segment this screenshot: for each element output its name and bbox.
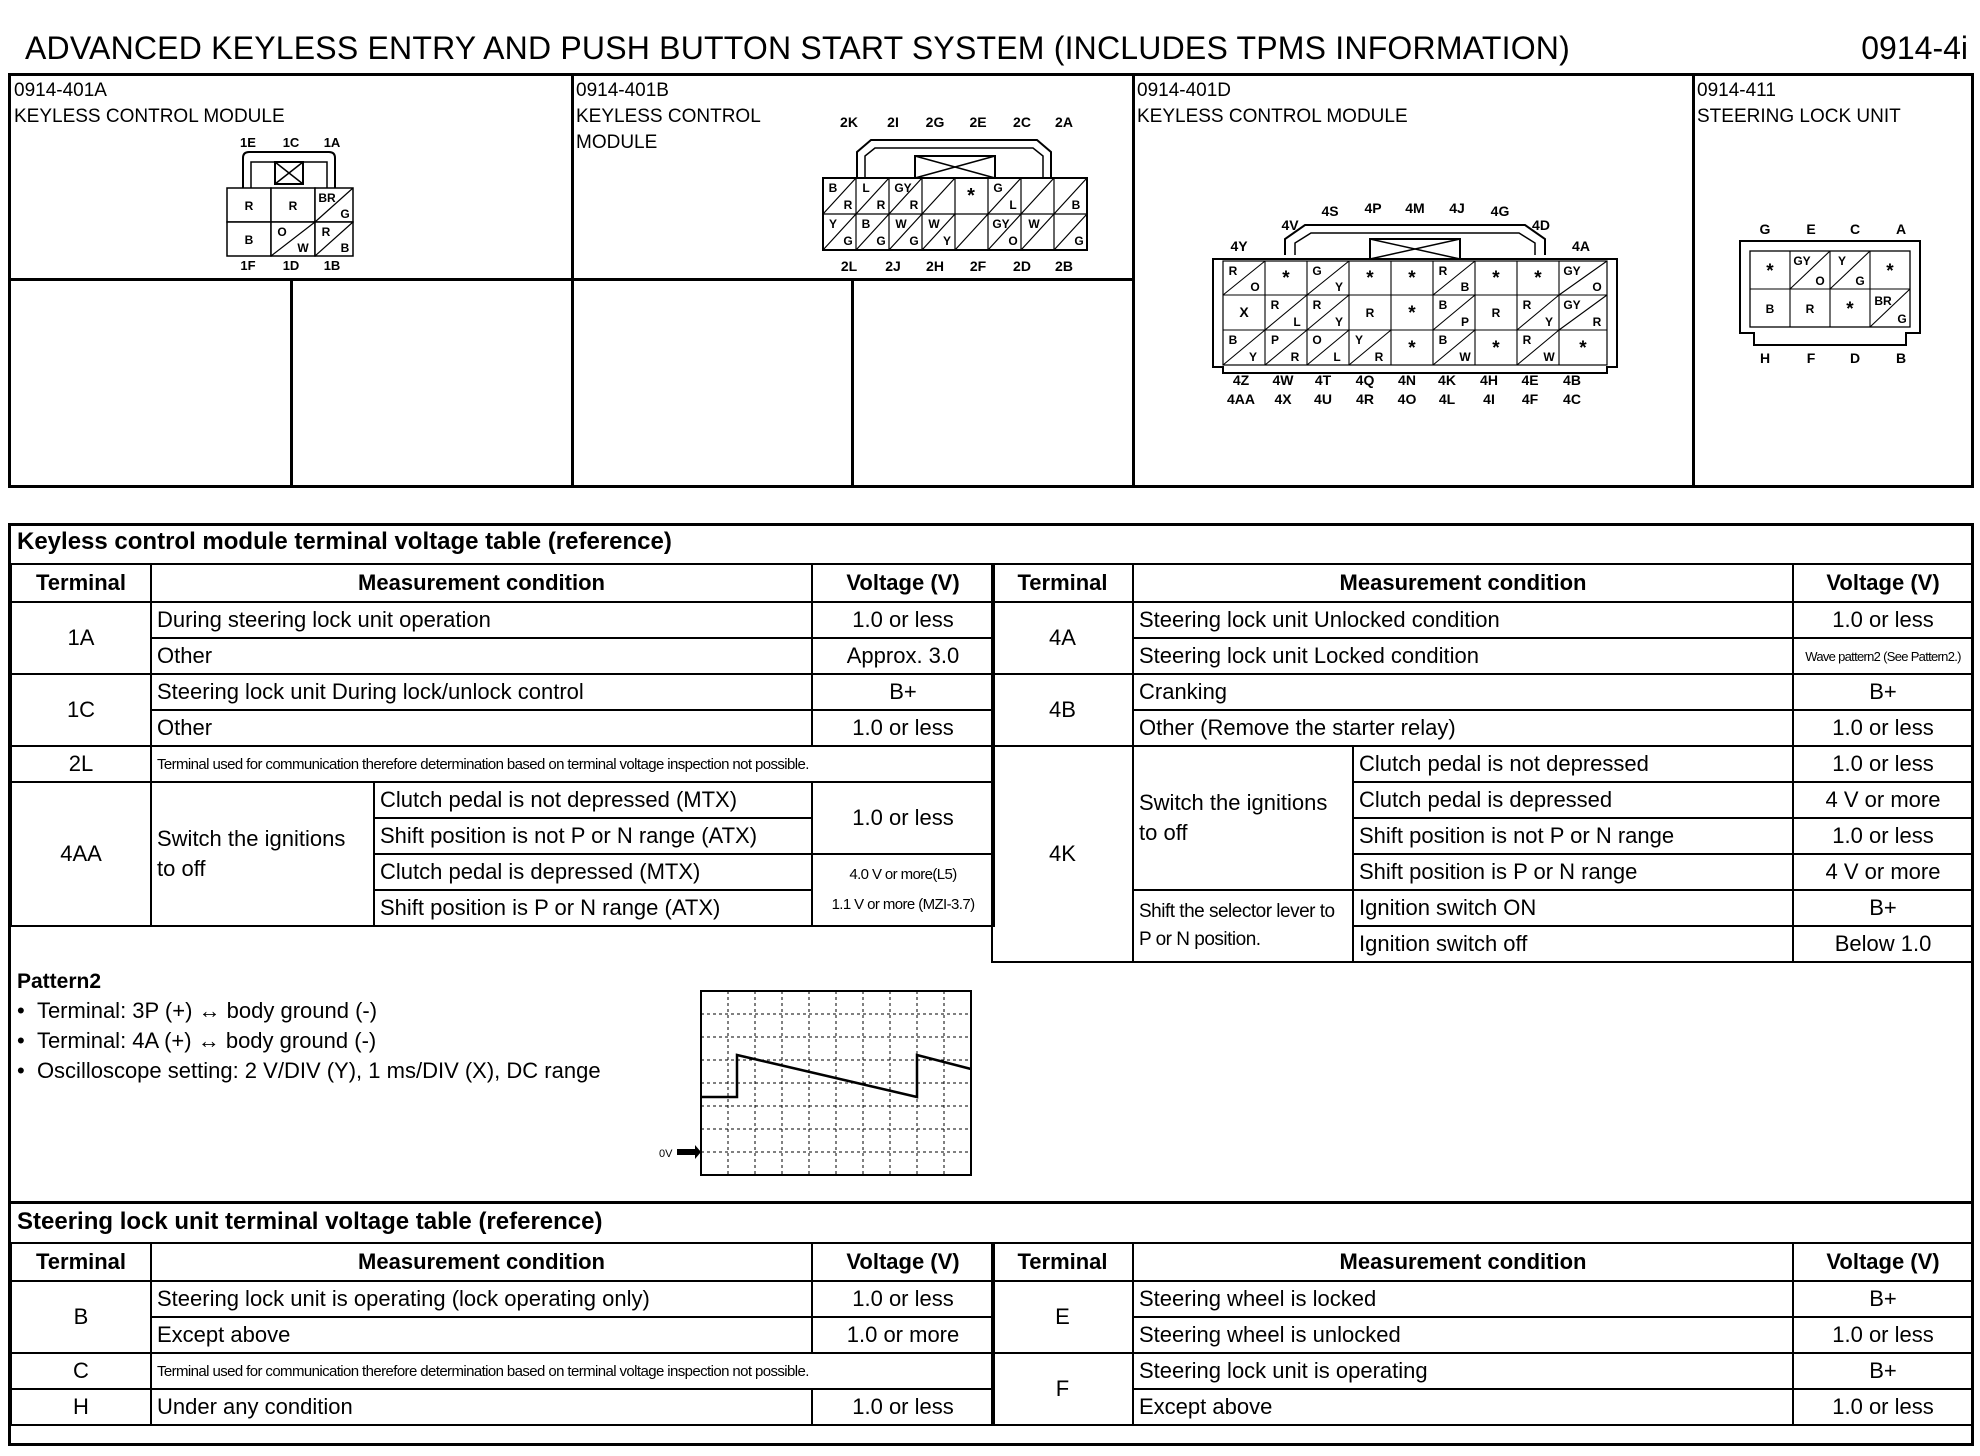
wire-color: G xyxy=(1897,312,1907,326)
condition-cell: Clutch pedal is not depressed xyxy=(1353,746,1793,782)
wire-color: L xyxy=(1333,350,1341,364)
wire-color: Y xyxy=(1334,315,1344,329)
condition-cell: Other (Remove the starter relay) xyxy=(1133,710,1793,746)
steering-table-title: Steering lock unit terminal voltage table (reference) xyxy=(17,1208,603,1235)
terminal-cell: 1C xyxy=(11,674,151,746)
table-row xyxy=(992,746,1973,782)
condition-cell: Except above xyxy=(1133,1389,1793,1425)
pin-label: 4Y xyxy=(1230,238,1248,254)
pin-label: 1A xyxy=(323,135,341,150)
wire-color: G xyxy=(876,234,886,248)
voltage-cell: 1.0 or less xyxy=(812,782,994,854)
pin-label: 4X xyxy=(1274,391,1292,407)
wire-color: W xyxy=(1028,217,1040,231)
pin-label: 4V xyxy=(1281,217,1299,233)
condition-cell: Steering lock unit Unlocked condition xyxy=(1133,602,1793,638)
wire-color: B xyxy=(1765,302,1775,316)
wire-color: GY xyxy=(1563,264,1581,278)
wire-color: * xyxy=(1766,261,1774,282)
pin-label: 4M xyxy=(1405,200,1425,216)
condition-cell: Shift position is P or N range (ATX) xyxy=(374,890,812,926)
condition-cell: Steering lock unit is operating xyxy=(1133,1353,1793,1389)
arrow-right-icon xyxy=(677,1145,701,1159)
wire-color: R xyxy=(288,199,298,213)
table-row xyxy=(11,1389,994,1425)
col-header: Voltage (V) xyxy=(812,564,994,602)
wire-color: R xyxy=(876,198,886,212)
terminal-cell: C xyxy=(11,1353,151,1389)
wire-color: * xyxy=(1886,261,1894,282)
pin-label: 1C xyxy=(282,135,300,150)
table-row xyxy=(992,1281,1973,1317)
terminal-cell: E xyxy=(992,1281,1133,1353)
connector-d-label: 0914-401D KEYLESS CONTROL MODULE xyxy=(1137,80,1408,127)
table-row xyxy=(992,890,1973,926)
pin-label: 4A xyxy=(1572,238,1590,254)
pin-label: B xyxy=(1895,350,1907,366)
pin-label: H xyxy=(1759,350,1771,366)
bullet-item: • Terminal: 3P (+) ↔ body ground (-) xyxy=(17,998,378,1023)
voltage-cell: 1.0 or less xyxy=(1793,1317,1973,1353)
pin-label: 4I xyxy=(1483,391,1495,407)
pin-label: 4K xyxy=(1438,372,1456,388)
pin-label: 2D xyxy=(1013,258,1031,274)
terminal-cell: 1A xyxy=(11,602,151,674)
pin-label: 4J xyxy=(1449,200,1465,216)
pin-label: 4O xyxy=(1397,391,1417,407)
wire-color: * xyxy=(1579,338,1587,359)
pin-label: A xyxy=(1895,221,1907,237)
table-row xyxy=(992,1317,1973,1353)
condition-cell: Steering wheel is unlocked xyxy=(1133,1317,1793,1353)
wire-color: G xyxy=(1312,264,1322,278)
col-header: Voltage (V) xyxy=(812,1243,994,1281)
wire-color: O xyxy=(1250,280,1260,294)
wire-color: B xyxy=(1228,333,1238,347)
wire-color: GY xyxy=(894,181,912,195)
pattern-title: Pattern2 xyxy=(17,970,102,993)
voltage-cell: 1.0 or less xyxy=(1793,602,1973,638)
wire-color: L xyxy=(862,181,870,195)
wire-color: * xyxy=(1366,268,1374,289)
wire-color: G xyxy=(1074,234,1084,248)
wire-color: R xyxy=(1805,302,1815,316)
zero-volt-label: 0V xyxy=(659,1148,673,1160)
wire-color: R xyxy=(1522,333,1532,347)
terminal-cell: 4K xyxy=(992,746,1133,962)
pin-label: 2I xyxy=(887,114,899,130)
wire-color: R xyxy=(1270,298,1280,312)
voltage-cell: 4.0 V or more(L5) 1.1 V or more (MZI-3.7) xyxy=(812,854,994,926)
wire-color: W xyxy=(1459,350,1471,364)
pin-label: E xyxy=(1806,221,1816,237)
voltage-cell: B+ xyxy=(1793,1281,1973,1317)
table-row xyxy=(992,674,1973,710)
pin-label: 2E xyxy=(969,114,987,130)
wire-color: B xyxy=(1071,198,1081,212)
wire-color: R xyxy=(1592,315,1602,329)
oscilloscope-waveform xyxy=(655,985,975,1180)
condition-cell: Steering wheel is locked xyxy=(1133,1281,1793,1317)
pin-label: G xyxy=(1759,221,1771,237)
pin-label: 2L xyxy=(840,258,858,274)
pin-label: 2G xyxy=(925,114,945,130)
voltage-cell: 1.0 or less xyxy=(1793,710,1973,746)
table-row xyxy=(992,1389,1973,1425)
group-cell: Shift the selector lever to P or N position. xyxy=(1133,890,1353,962)
table-row xyxy=(11,1353,994,1389)
col-header: Measurement condition xyxy=(1133,564,1793,602)
pin-label: 4S xyxy=(1321,203,1339,219)
table-row xyxy=(11,602,994,638)
table-row xyxy=(11,746,994,782)
page-number: 0914-4i xyxy=(1861,30,1968,66)
col-header: Terminal xyxy=(992,1243,1133,1281)
pin-label: 4W xyxy=(1272,372,1294,388)
condition-cell: Shift position is P or N range xyxy=(1353,854,1793,890)
wire-color: R xyxy=(1312,298,1322,312)
table-row xyxy=(992,602,1973,638)
wire-color: R xyxy=(1491,306,1501,320)
voltage-cell: Below 1.0 xyxy=(1793,926,1973,962)
col-header: Measurement condition xyxy=(1133,1243,1793,1281)
wire-color: * xyxy=(1408,338,1416,359)
voltage-cell: B+ xyxy=(812,674,994,710)
table-row xyxy=(11,782,994,818)
wire-color: O xyxy=(1592,280,1602,294)
divider xyxy=(8,1201,1974,1204)
wire-color: B xyxy=(244,233,254,247)
wire-color: * xyxy=(1492,338,1500,359)
pin-label: 4Z xyxy=(1232,372,1250,388)
voltage-cell: 4 V or more xyxy=(1793,782,1973,818)
wire-color: B xyxy=(1460,280,1470,294)
table-row xyxy=(11,638,994,674)
condition-cell: Cranking xyxy=(1133,674,1793,710)
terminal-cell: B xyxy=(11,1281,151,1353)
pin-label: 4Q xyxy=(1355,372,1375,388)
voltage-cell: 1.0 or less xyxy=(812,710,994,746)
wire-color: G xyxy=(340,207,350,221)
voltage-cell: 1.0 or less xyxy=(1793,746,1973,782)
wire-color: G xyxy=(843,234,853,248)
wire-color: B xyxy=(828,181,838,195)
condition-cell: During steering lock unit operation xyxy=(151,602,812,638)
wire-color: GY xyxy=(1793,254,1811,268)
pin-label: 2C xyxy=(1013,114,1031,130)
pin-label: 2A xyxy=(1055,114,1073,130)
steering-table-left xyxy=(10,1242,995,1426)
table-row xyxy=(992,710,1973,746)
wire-color: B xyxy=(861,217,871,231)
wire-color: * xyxy=(1408,303,1416,324)
terminal-cell: F xyxy=(992,1353,1133,1425)
wire-color: * xyxy=(967,185,975,207)
pin-label: 4L xyxy=(1438,391,1456,407)
col-header: Voltage (V) xyxy=(1793,1243,1973,1281)
pin-label: 4N xyxy=(1398,372,1416,388)
wire-color: Y xyxy=(1334,280,1344,294)
wire-color: B xyxy=(1438,298,1448,312)
condition-cell: Other xyxy=(151,710,812,746)
pin-label: 1D xyxy=(282,258,300,273)
group-cell: Switch the ignitions to off xyxy=(1133,746,1353,890)
divider xyxy=(8,278,1135,281)
wire-color: BR xyxy=(318,191,336,205)
wire-color: O xyxy=(277,225,287,239)
pin-label: 4H xyxy=(1480,372,1498,388)
wire-color: * xyxy=(1492,268,1500,289)
wire-color: * xyxy=(1408,268,1416,289)
terminal-cell: 2L xyxy=(11,746,151,782)
pin-label: C xyxy=(1849,221,1861,237)
connector-e-label: 0914-411 STEERING LOCK UNIT xyxy=(1697,80,1901,127)
wire-color: R xyxy=(1290,350,1300,364)
condition-cell: Other xyxy=(151,638,812,674)
condition-cell: Clutch pedal is depressed (MTX) xyxy=(374,854,812,890)
wire-color: X xyxy=(1239,304,1249,320)
condition-cell: Clutch pedal is not depressed (MTX) xyxy=(374,782,812,818)
pin-label: 4R xyxy=(1356,391,1374,407)
wire-color: * xyxy=(1282,268,1290,289)
condition-cell: Ignition switch ON xyxy=(1353,890,1793,926)
col-header: Terminal xyxy=(11,564,151,602)
pin-label: 4D xyxy=(1532,217,1550,233)
condition-cell: Steering lock unit During lock/unlock control xyxy=(151,674,812,710)
condition-cell: Except above xyxy=(151,1317,812,1353)
wire-color: R xyxy=(1374,350,1384,364)
wire-color: O xyxy=(1008,234,1018,248)
condition-cell: Steering lock unit is operating (lock operating only) xyxy=(151,1281,812,1317)
pin-label: 2K xyxy=(840,114,858,130)
table-row xyxy=(11,1281,994,1317)
pin-label: 4U xyxy=(1314,391,1332,407)
condition-cell: Shift position is not P or N range xyxy=(1353,818,1793,854)
terminal-cell: 4A xyxy=(992,602,1133,674)
pin-label: 2B xyxy=(1055,258,1073,274)
condition-cell: Steering lock unit Locked condition xyxy=(1133,638,1793,674)
table-row xyxy=(11,1317,994,1353)
bullet-item: • Oscilloscope setting: 2 V/DIV (Y), 1 ms/DIV (X), DC range xyxy=(17,1058,601,1083)
wire-color: * xyxy=(1846,299,1854,320)
voltage-cell: 4 V or more xyxy=(1793,854,1973,890)
keyless-table-title: Keyless control module terminal voltage table (reference) xyxy=(17,528,672,555)
pin-label: F xyxy=(1806,350,1816,366)
wire-color: R xyxy=(909,198,919,212)
col-header: Voltage (V) xyxy=(1793,564,1973,602)
wire-color: B xyxy=(340,241,350,255)
voltage-cell: Wave pattern2 (See Pattern2.) xyxy=(1793,638,1973,674)
wire-color: G xyxy=(1855,274,1865,288)
voltage-cell: 1.0 or less xyxy=(812,1389,994,1425)
wire-color: B xyxy=(1438,333,1448,347)
wire-color: Y xyxy=(1248,350,1258,364)
pin-label: 4B xyxy=(1563,372,1581,388)
wire-color: W xyxy=(895,217,907,231)
pin-label: 1E xyxy=(240,135,256,150)
voltage-cell: 1.0 or less xyxy=(1793,1389,1973,1425)
voltage-cell: Approx. 3.0 xyxy=(812,638,994,674)
wire-color: Y xyxy=(1354,333,1364,347)
pin-label: 4C xyxy=(1563,391,1581,407)
col-header: Terminal xyxy=(992,564,1133,602)
wire-color: R xyxy=(321,225,331,239)
wire-color: W xyxy=(1543,350,1555,364)
wire-color: R xyxy=(1228,264,1238,278)
wire-color: GY xyxy=(1563,298,1581,312)
table-row xyxy=(11,710,994,746)
col-header: Measurement condition xyxy=(151,1243,812,1281)
condition-cell: Clutch pedal is depressed xyxy=(1353,782,1793,818)
pin-label: 4AA xyxy=(1226,391,1256,407)
voltage-cell: 1.0 or more xyxy=(812,1317,994,1353)
wire-color: GY xyxy=(992,217,1010,231)
wire-color: P xyxy=(1270,333,1280,347)
connector-a-label: 0914-401A KEYLESS CONTROL MODULE xyxy=(14,80,285,127)
divider xyxy=(290,278,293,488)
table-row xyxy=(992,1353,1973,1389)
wire-color: L xyxy=(1009,198,1017,212)
wire-color: P xyxy=(1460,315,1470,329)
pin-label: D xyxy=(1849,350,1861,366)
wire-color: * xyxy=(1534,268,1542,289)
connector-b-diagram xyxy=(815,108,1095,278)
wire-color: O xyxy=(1815,274,1825,288)
condition-cell: Shift position is not P or N range (ATX) xyxy=(374,818,812,854)
pin-label: 4E xyxy=(1521,372,1539,388)
connector-b-label: 0914-401B KEYLESS CONTROL MODULE xyxy=(576,80,761,153)
connector-a-diagram xyxy=(215,130,365,280)
connector-e-diagram xyxy=(1730,215,1930,375)
wire-color: R xyxy=(1438,264,1448,278)
pin-label: 2J xyxy=(885,258,901,274)
pin-label: 4G xyxy=(1490,203,1510,219)
wire-color: Y xyxy=(1544,315,1554,329)
wire-color: R xyxy=(1365,306,1375,320)
pin-label: 4F xyxy=(1521,391,1539,407)
wire-color: L xyxy=(1293,315,1301,329)
divider xyxy=(851,278,854,488)
pin-label: 2F xyxy=(969,258,987,274)
voltage-cell: B+ xyxy=(1793,674,1973,710)
wire-color: G xyxy=(909,234,919,248)
terminal-cell: 4B xyxy=(992,674,1133,746)
wire-color: W xyxy=(297,241,309,255)
bullet-item: • Terminal: 4A (+) ↔ body ground (-) xyxy=(17,1028,377,1053)
col-header: Terminal xyxy=(11,1243,151,1281)
keyless-table-left xyxy=(10,563,995,927)
wire-color: Y xyxy=(828,217,838,231)
condition-cell: Terminal used for communication therefore determination based on terminal voltage inspection not possible. xyxy=(151,1353,994,1389)
wire-color: R xyxy=(244,199,254,213)
col-header: Measurement condition xyxy=(151,564,812,602)
pin-label: 4T xyxy=(1314,372,1332,388)
pin-label: 4P xyxy=(1364,200,1382,216)
wire-color: Y xyxy=(1837,254,1847,268)
steering-table-right xyxy=(991,1242,1974,1426)
condition-cell: Terminal used for communication therefore determination based on terminal voltage inspection not possible. xyxy=(151,746,994,782)
voltage-cell: B+ xyxy=(1793,890,1973,926)
wire-color: Y xyxy=(942,234,952,248)
page-title: ADVANCED KEYLESS ENTRY AND PUSH BUTTON START SYSTEM (INCLUDES TPMS INFORMATION) xyxy=(25,30,1570,66)
connector-d-diagram xyxy=(1205,195,1625,420)
pattern-bullets xyxy=(17,996,601,1086)
voltage-cell: B+ xyxy=(1793,1353,1973,1389)
terminal-cell: 4AA xyxy=(11,782,151,926)
wire-color: W xyxy=(928,217,940,231)
condition-cell: Under any condition xyxy=(151,1389,812,1425)
wire-color: O xyxy=(1312,333,1322,347)
wire-color: G xyxy=(993,181,1003,195)
group-cell: Switch the ignitions to off xyxy=(151,782,374,926)
divider xyxy=(1692,73,1695,488)
keyless-table-right xyxy=(991,563,1974,963)
wire-color: R xyxy=(843,198,853,212)
pin-label: 2H xyxy=(926,258,944,274)
voltage-cell: 1.0 or less xyxy=(1793,818,1973,854)
table-row xyxy=(992,638,1973,674)
terminal-cell: H xyxy=(11,1389,151,1425)
wire-color: BR xyxy=(1874,294,1892,308)
voltage-cell: 1.0 or less xyxy=(812,1281,994,1317)
wire-color: R xyxy=(1522,298,1532,312)
pin-label: 1F xyxy=(240,258,256,273)
condition-cell: Ignition switch off xyxy=(1353,926,1793,962)
table-row xyxy=(11,674,994,710)
pin-label: 1B xyxy=(323,258,341,273)
voltage-cell: 1.0 or less xyxy=(812,602,994,638)
